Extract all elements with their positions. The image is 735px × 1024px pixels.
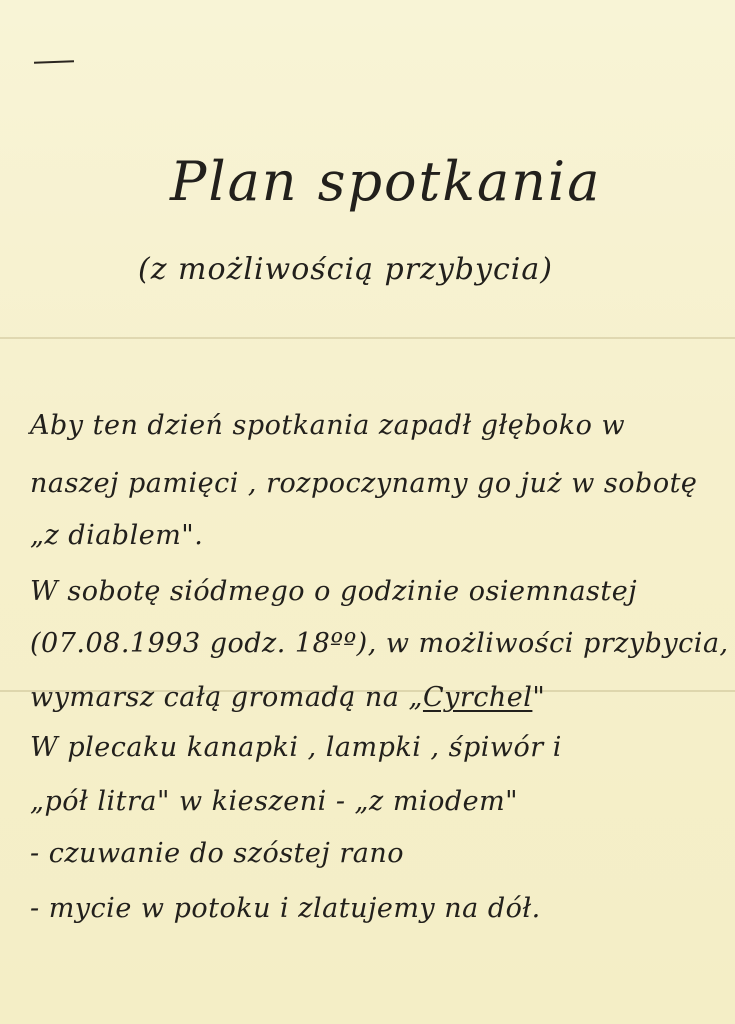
text-line-8: „pół litra" w kieszeni - „z miodem": [30, 786, 519, 817]
margin-dash: [34, 60, 74, 63]
text-line-5: (07.08.1993 godz. 18ºº), w możliwości przybycia,: [30, 628, 729, 659]
page-subtitle: (z możliwością przybycia): [138, 252, 553, 287]
text-line-10: - mycie w potoku i zlatujemy na dół.: [30, 893, 541, 924]
text-line-6-end: ": [532, 682, 546, 713]
text-line-6-start: wymarsz całą gromadą na „: [30, 682, 423, 713]
text-line-9: - czuwanie do szóstej rano: [30, 838, 404, 869]
place-name-underlined: Cyrchel: [422, 682, 533, 713]
text-line-7: W plecaku kanapki , lampki , śpiwór i: [30, 732, 562, 763]
fold-line: [0, 337, 735, 339]
page-title: Plan spotkania: [170, 150, 602, 213]
text-line-2: naszej pamięci , rozpoczynamy go już w sobotę: [30, 468, 698, 499]
text-line-6: [30, 682, 545, 713]
text-line-1: Aby ten dzień spotkania zapadł głęboko w: [30, 410, 626, 441]
text-line-4: W sobotę siódmego o godzinie osiemnastej: [30, 576, 638, 607]
text-line-3: „z diablem".: [30, 520, 204, 551]
